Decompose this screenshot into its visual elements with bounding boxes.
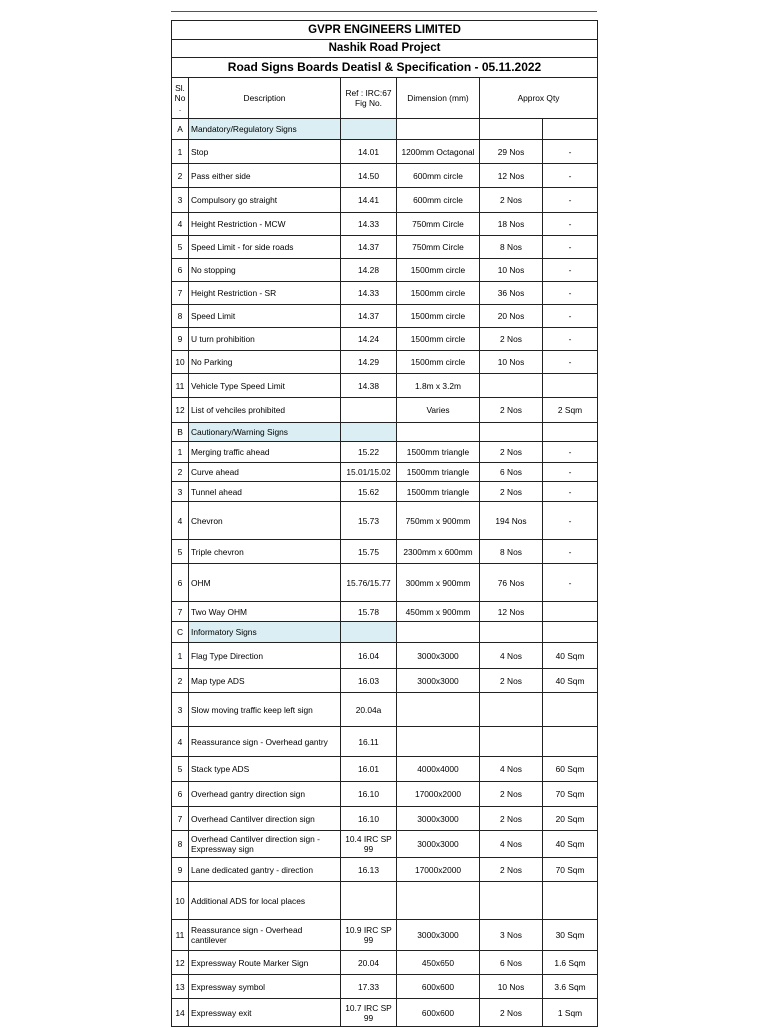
- cell-qty-area: -: [543, 564, 598, 602]
- header-description: Description: [189, 78, 341, 119]
- sheet-top-border: [171, 11, 597, 20]
- cell-dimension: 17000x2000: [397, 782, 480, 807]
- cell-description: Map type ADS: [189, 669, 341, 693]
- table-row: [172, 213, 598, 236]
- cell-qty-area: -: [543, 442, 598, 463]
- table-row: [172, 540, 598, 564]
- cell-dimension: 4000x4000: [397, 757, 480, 782]
- cell-description: Overhead gantry direction sign: [189, 782, 341, 807]
- cell-qty-area: 40 Sqm: [543, 831, 598, 858]
- cell-dimension: 1500mm triangle: [397, 442, 480, 463]
- cell-description: Two Way OHM: [189, 602, 341, 622]
- cell-ref: 16.04: [341, 643, 397, 669]
- cell-qty-nos: 20 Nos: [480, 305, 543, 328]
- cell-qty-area: 70 Sqm: [543, 858, 598, 882]
- cell-qty-area: 1 Sqm: [543, 999, 598, 1027]
- cell-sl-no: 13: [172, 975, 189, 999]
- table-row: [172, 757, 598, 782]
- cell-qty-area: 2 Sqm: [543, 398, 598, 423]
- section-letter: A: [172, 119, 189, 140]
- cell-description: Stack type ADS: [189, 757, 341, 782]
- cell-description: Curve ahead: [189, 463, 341, 482]
- cell-sl-no: 10: [172, 882, 189, 920]
- cell-sl-no: 6: [172, 782, 189, 807]
- section-blank: [341, 423, 397, 442]
- cell-ref: 15.75: [341, 540, 397, 564]
- cell-qty-nos: 194 Nos: [480, 502, 543, 540]
- cell-sl-no: 1: [172, 442, 189, 463]
- cell-description: Merging traffic ahead: [189, 442, 341, 463]
- cell-dimension: 600x600: [397, 999, 480, 1027]
- cell-dimension: 1500mm triangle: [397, 463, 480, 482]
- cell-dimension: 1500mm triangle: [397, 482, 480, 502]
- document-title: Road Signs Boards Deatisl & Specification - 05.11.2022: [172, 58, 598, 78]
- cell-ref: 14.29: [341, 351, 397, 374]
- cell-ref: 16.03: [341, 669, 397, 693]
- cell-dimension: 1500mm circle: [397, 282, 480, 305]
- cell-dimension: 3000x3000: [397, 831, 480, 858]
- road-signs-table: [171, 20, 598, 1027]
- table-row: [172, 951, 598, 975]
- table-row: [172, 305, 598, 328]
- cell-dimension: 3000x3000: [397, 643, 480, 669]
- table-row: [172, 164, 598, 188]
- cell-dimension: 3000x3000: [397, 807, 480, 831]
- table-row: [172, 693, 598, 727]
- cell-ref: 16.10: [341, 807, 397, 831]
- table-row: [172, 463, 598, 482]
- cell-dimension: 3000x3000: [397, 669, 480, 693]
- cell-ref: 15.22: [341, 442, 397, 463]
- cell-dimension: 1500mm circle: [397, 351, 480, 374]
- table-row: [172, 920, 598, 951]
- cell-description: Chevron: [189, 502, 341, 540]
- cell-qty-area: 20 Sqm: [543, 807, 598, 831]
- cell-sl-no: 12: [172, 951, 189, 975]
- cell-sl-no: 3: [172, 482, 189, 502]
- cell-ref: 16.10: [341, 782, 397, 807]
- cell-ref: [341, 398, 397, 423]
- cell-qty-area: 3.6 Sqm: [543, 975, 598, 999]
- cell-description: Slow moving traffic keep left sign: [189, 693, 341, 727]
- cell-description: Flag Type Direction: [189, 643, 341, 669]
- cell-sl-no: 7: [172, 282, 189, 305]
- cell-qty-nos: 4 Nos: [480, 643, 543, 669]
- cell-ref: 14.50: [341, 164, 397, 188]
- cell-sl-no: 3: [172, 693, 189, 727]
- table-row: [172, 727, 598, 757]
- cell-ref: 16.11: [341, 727, 397, 757]
- cell-dimension: 3000x3000: [397, 920, 480, 951]
- cell-description: Expressway Route Marker Sign: [189, 951, 341, 975]
- cell-sl-no: 9: [172, 858, 189, 882]
- table-row: [172, 502, 598, 540]
- cell-qty-nos: 12 Nos: [480, 164, 543, 188]
- cell-ref: 14.01: [341, 140, 397, 164]
- cell-qty-area: 40 Sqm: [543, 643, 598, 669]
- table-row: [172, 807, 598, 831]
- cell-ref: 14.37: [341, 236, 397, 259]
- table-row: [172, 643, 598, 669]
- cell-sl-no: 2: [172, 669, 189, 693]
- cell-description: No Parking: [189, 351, 341, 374]
- cell-qty-nos: [480, 693, 543, 727]
- section-name: Cautionary/Warning Signs: [189, 423, 341, 442]
- cell-description: Lane dedicated gantry - direction: [189, 858, 341, 882]
- cell-dimension: 1500mm circle: [397, 259, 480, 282]
- company-name: GVPR ENGINEERS LIMITED: [172, 21, 598, 40]
- cell-qty-nos: [480, 727, 543, 757]
- cell-description: List of vehciles prohibited: [189, 398, 341, 423]
- cell-description: U turn prohibition: [189, 328, 341, 351]
- cell-description: Stop: [189, 140, 341, 164]
- cell-qty-nos: 6 Nos: [480, 463, 543, 482]
- table-row: [172, 669, 598, 693]
- cell-qty-area: -: [543, 282, 598, 305]
- cell-ref: 10.7 IRC SP 99: [341, 999, 397, 1027]
- cell-qty-nos: 6 Nos: [480, 951, 543, 975]
- cell-qty-nos: 3 Nos: [480, 920, 543, 951]
- cell-ref: 14.33: [341, 213, 397, 236]
- cell-description: Compulsory go straight: [189, 188, 341, 213]
- cell-dimension: 2300mm x 600mm: [397, 540, 480, 564]
- cell-ref: 20.04a: [341, 693, 397, 727]
- cell-qty-nos: 76 Nos: [480, 564, 543, 602]
- cell-ref: 15.73: [341, 502, 397, 540]
- cell-qty-area: -: [543, 482, 598, 502]
- section-blank: [341, 119, 397, 140]
- table-row: [172, 782, 598, 807]
- cell-qty-nos: 18 Nos: [480, 213, 543, 236]
- cell-ref: 10.9 IRC SP 99: [341, 920, 397, 951]
- cell-qty-nos: 2 Nos: [480, 999, 543, 1027]
- section-blank: [480, 119, 543, 140]
- cell-ref: 14.33: [341, 282, 397, 305]
- section-blank: [543, 622, 598, 643]
- cell-dimension: 450mm x 900mm: [397, 602, 480, 622]
- cell-sl-no: 3: [172, 188, 189, 213]
- section-blank: [543, 119, 598, 140]
- header-dimension: Dimension (mm): [397, 78, 480, 119]
- section-blank: [480, 622, 543, 643]
- cell-qty-area: [543, 727, 598, 757]
- cell-qty-area: -: [543, 164, 598, 188]
- section-letter: B: [172, 423, 189, 442]
- cell-qty-nos: 29 Nos: [480, 140, 543, 164]
- cell-qty-nos: 2 Nos: [480, 188, 543, 213]
- cell-qty-area: 40 Sqm: [543, 669, 598, 693]
- cell-description: Pass either side: [189, 164, 341, 188]
- cell-qty-nos: 2 Nos: [480, 442, 543, 463]
- cell-sl-no: 6: [172, 564, 189, 602]
- header-sl-no: Sl. No .: [172, 78, 189, 119]
- cell-sl-no: 8: [172, 831, 189, 858]
- column-header-row: [172, 78, 598, 119]
- cell-dimension: [397, 882, 480, 920]
- cell-qty-area: 60 Sqm: [543, 757, 598, 782]
- cell-ref: 14.38: [341, 374, 397, 398]
- cell-sl-no: 5: [172, 540, 189, 564]
- cell-ref: 20.04: [341, 951, 397, 975]
- cell-sl-no: 7: [172, 807, 189, 831]
- section-name: Mandatory/Regulatory Signs: [189, 119, 341, 140]
- cell-ref: 17.33: [341, 975, 397, 999]
- cell-dimension: 1500mm circle: [397, 305, 480, 328]
- cell-sl-no: 4: [172, 213, 189, 236]
- cell-qty-nos: 10 Nos: [480, 351, 543, 374]
- cell-description: Expressway symbol: [189, 975, 341, 999]
- table-row: [172, 482, 598, 502]
- cell-sl-no: 9: [172, 328, 189, 351]
- table-row: [172, 975, 598, 999]
- section-blank: [397, 622, 480, 643]
- cell-qty-nos: 2 Nos: [480, 807, 543, 831]
- cell-dimension: 1.8m x 3.2m: [397, 374, 480, 398]
- cell-dimension: [397, 693, 480, 727]
- cell-sl-no: 14: [172, 999, 189, 1027]
- table-row: [172, 282, 598, 305]
- header-approx-qty: Approx Qty: [480, 78, 598, 119]
- cell-ref: 15.01/15.02: [341, 463, 397, 482]
- section-name: Informatory Signs: [189, 622, 341, 643]
- cell-qty-area: -: [543, 328, 598, 351]
- cell-description: Speed Limit: [189, 305, 341, 328]
- header-ref: Ref : IRC:67 Fig No.: [341, 78, 397, 119]
- cell-sl-no: 12: [172, 398, 189, 423]
- cell-sl-no: 11: [172, 920, 189, 951]
- cell-dimension: 750mm Circle: [397, 213, 480, 236]
- cell-ref: 15.78: [341, 602, 397, 622]
- cell-qty-area: -: [543, 213, 598, 236]
- cell-dimension: 600mm circle: [397, 164, 480, 188]
- cell-description: Height Restriction - SR: [189, 282, 341, 305]
- table-row: [172, 140, 598, 164]
- cell-description: Triple chevron: [189, 540, 341, 564]
- cell-description: Vehicle Type Speed Limit: [189, 374, 341, 398]
- cell-sl-no: 4: [172, 727, 189, 757]
- cell-description: Overhead Cantilver direction sign - Expressway sign: [189, 831, 341, 858]
- cell-description: Reassurance sign - Overhead gantry: [189, 727, 341, 757]
- cell-qty-nos: 4 Nos: [480, 831, 543, 858]
- cell-sl-no: 11: [172, 374, 189, 398]
- cell-dimension: 17000x2000: [397, 858, 480, 882]
- cell-dimension: 750mm x 900mm: [397, 502, 480, 540]
- cell-dimension: 300mm x 900mm: [397, 564, 480, 602]
- cell-sl-no: 5: [172, 757, 189, 782]
- cell-qty-nos: 2 Nos: [480, 328, 543, 351]
- cell-qty-nos: 10 Nos: [480, 259, 543, 282]
- cell-qty-area: -: [543, 463, 598, 482]
- cell-qty-area: -: [543, 259, 598, 282]
- cell-qty-nos: 2 Nos: [480, 669, 543, 693]
- cell-ref: 14.41: [341, 188, 397, 213]
- section-header-row: [172, 622, 598, 643]
- table-row: [172, 236, 598, 259]
- cell-sl-no: 1: [172, 140, 189, 164]
- title-row-document: [172, 58, 598, 78]
- cell-qty-nos: 12 Nos: [480, 602, 543, 622]
- cell-qty-nos: 10 Nos: [480, 975, 543, 999]
- cell-description: Overhead Cantilver direction sign: [189, 807, 341, 831]
- cell-ref: 14.24: [341, 328, 397, 351]
- table-row: [172, 564, 598, 602]
- cell-qty-nos: 2 Nos: [480, 858, 543, 882]
- cell-ref: 10.4 IRC SP 99: [341, 831, 397, 858]
- cell-sl-no: 10: [172, 351, 189, 374]
- cell-qty-area: [543, 882, 598, 920]
- section-header-row: [172, 423, 598, 442]
- title-row-company: [172, 21, 598, 40]
- section-blank: [480, 423, 543, 442]
- cell-qty-area: [543, 374, 598, 398]
- spec-sheet: [171, 11, 597, 1027]
- section-header-row: [172, 119, 598, 140]
- section-blank: [543, 423, 598, 442]
- table-row: [172, 374, 598, 398]
- cell-description: Height Restriction - MCW: [189, 213, 341, 236]
- title-row-project: [172, 40, 598, 58]
- section-letter: C: [172, 622, 189, 643]
- cell-qty-area: 1.6 Sqm: [543, 951, 598, 975]
- table-row: [172, 882, 598, 920]
- cell-qty-area: -: [543, 351, 598, 374]
- cell-description: OHM: [189, 564, 341, 602]
- cell-qty-nos: 2 Nos: [480, 482, 543, 502]
- cell-dimension: 1500mm circle: [397, 328, 480, 351]
- cell-qty-area: [543, 693, 598, 727]
- table-row: [172, 259, 598, 282]
- cell-dimension: 1200mm Octagonal: [397, 140, 480, 164]
- cell-ref: [341, 882, 397, 920]
- table-row: [172, 328, 598, 351]
- cell-qty-area: 70 Sqm: [543, 782, 598, 807]
- cell-dimension: Varies: [397, 398, 480, 423]
- cell-ref: 14.37: [341, 305, 397, 328]
- cell-qty-nos: [480, 374, 543, 398]
- cell-qty-nos: 4 Nos: [480, 757, 543, 782]
- cell-qty-nos: 36 Nos: [480, 282, 543, 305]
- cell-qty-area: -: [543, 188, 598, 213]
- cell-qty-area: -: [543, 540, 598, 564]
- section-blank: [341, 622, 397, 643]
- cell-qty-nos: [480, 882, 543, 920]
- cell-qty-nos: 8 Nos: [480, 540, 543, 564]
- cell-dimension: 600x600: [397, 975, 480, 999]
- cell-dimension: [397, 727, 480, 757]
- cell-qty-area: -: [543, 305, 598, 328]
- table-row: [172, 351, 598, 374]
- cell-qty-area: -: [543, 502, 598, 540]
- cell-ref: 16.01: [341, 757, 397, 782]
- cell-description: Speed Limit - for side roads: [189, 236, 341, 259]
- cell-qty-area: [543, 602, 598, 622]
- cell-sl-no: 8: [172, 305, 189, 328]
- cell-sl-no: 6: [172, 259, 189, 282]
- cell-dimension: 750mm Circle: [397, 236, 480, 259]
- cell-description: Expressway exit: [189, 999, 341, 1027]
- table-row: [172, 858, 598, 882]
- table-row: [172, 602, 598, 622]
- table-row: [172, 999, 598, 1027]
- cell-sl-no: 2: [172, 164, 189, 188]
- cell-ref: 16.13: [341, 858, 397, 882]
- cell-sl-no: 4: [172, 502, 189, 540]
- cell-sl-no: 5: [172, 236, 189, 259]
- cell-qty-area: -: [543, 140, 598, 164]
- cell-description: Tunnel ahead: [189, 482, 341, 502]
- project-name: Nashik Road Project: [172, 40, 598, 58]
- cell-ref: 14.28: [341, 259, 397, 282]
- section-blank: [397, 119, 480, 140]
- table-row: [172, 442, 598, 463]
- section-blank: [397, 423, 480, 442]
- cell-qty-nos: 2 Nos: [480, 782, 543, 807]
- cell-sl-no: 2: [172, 463, 189, 482]
- cell-ref: 15.76/15.77: [341, 564, 397, 602]
- cell-dimension: 600mm circle: [397, 188, 480, 213]
- cell-qty-area: 30 Sqm: [543, 920, 598, 951]
- cell-sl-no: 1: [172, 643, 189, 669]
- table-row: [172, 398, 598, 423]
- cell-qty-nos: 8 Nos: [480, 236, 543, 259]
- cell-description: Additional ADS for local places: [189, 882, 341, 920]
- cell-dimension: 450x650: [397, 951, 480, 975]
- cell-description: Reassurance sign - Overhead cantilever: [189, 920, 341, 951]
- table-row: [172, 831, 598, 858]
- cell-description: No stopping: [189, 259, 341, 282]
- cell-sl-no: 7: [172, 602, 189, 622]
- cell-ref: 15.62: [341, 482, 397, 502]
- cell-qty-area: -: [543, 236, 598, 259]
- table-row: [172, 188, 598, 213]
- cell-qty-nos: 2 Nos: [480, 398, 543, 423]
